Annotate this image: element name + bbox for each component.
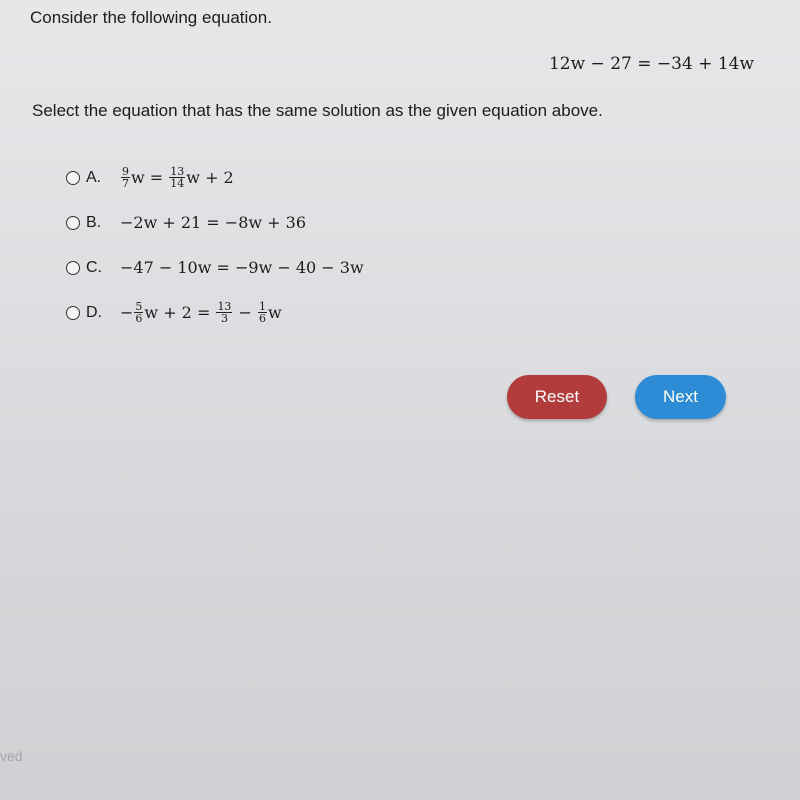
option-equation: −2w + 21 = −8w + 36 xyxy=(120,213,307,232)
numerator: 13 xyxy=(170,165,185,178)
numerator: 1 xyxy=(259,300,267,313)
option-equation: −47 − 10w = −9w − 40 − 3w xyxy=(120,258,364,277)
fraction xyxy=(216,301,232,324)
given-equation: 12w − 27 = −34 + 14w xyxy=(548,54,754,74)
radio-button-a[interactable] xyxy=(66,171,80,185)
radio-button-c[interactable] xyxy=(66,261,80,275)
numerator: 9 xyxy=(122,165,129,178)
next-button[interactable]: Next xyxy=(635,375,726,419)
denominator: 7 xyxy=(122,177,129,190)
option-b[interactable] xyxy=(66,200,364,245)
numerator: 5 xyxy=(135,300,143,313)
denominator: 6 xyxy=(135,312,143,325)
footer-text: ved xyxy=(0,748,23,764)
denominator: 14 xyxy=(170,177,185,190)
fraction xyxy=(169,166,185,189)
fraction xyxy=(121,166,130,189)
denominator: 3 xyxy=(220,312,228,325)
equation-text: w xyxy=(268,303,282,322)
equation-text: w + 2 xyxy=(186,168,234,187)
option-letter: D. xyxy=(86,303,102,321)
denominator: 6 xyxy=(259,312,267,325)
equation-text: − xyxy=(233,303,258,322)
equation-text: − xyxy=(120,303,134,322)
fraction xyxy=(258,301,267,324)
instruction-text: Select the equation that has the same solution as the given equation above. xyxy=(32,101,603,120)
option-equation xyxy=(120,301,282,324)
option-a[interactable] xyxy=(66,155,364,200)
option-d[interactable] xyxy=(66,290,364,335)
option-letter: A. xyxy=(86,168,102,186)
radio-button-b[interactable] xyxy=(66,216,80,230)
question-prompt: Consider the following equation. xyxy=(30,8,272,27)
answer-options xyxy=(66,155,364,335)
option-letter: B. xyxy=(86,213,102,231)
equation-text: w = xyxy=(131,168,169,187)
option-letter: C. xyxy=(86,258,102,276)
fraction xyxy=(134,301,143,324)
reset-button[interactable]: Reset xyxy=(507,375,607,419)
numerator: 13 xyxy=(217,300,232,313)
option-equation xyxy=(120,166,234,189)
equation-text: w + 2 = xyxy=(144,303,216,322)
option-c[interactable] xyxy=(66,245,364,290)
radio-button-d[interactable] xyxy=(66,306,80,320)
